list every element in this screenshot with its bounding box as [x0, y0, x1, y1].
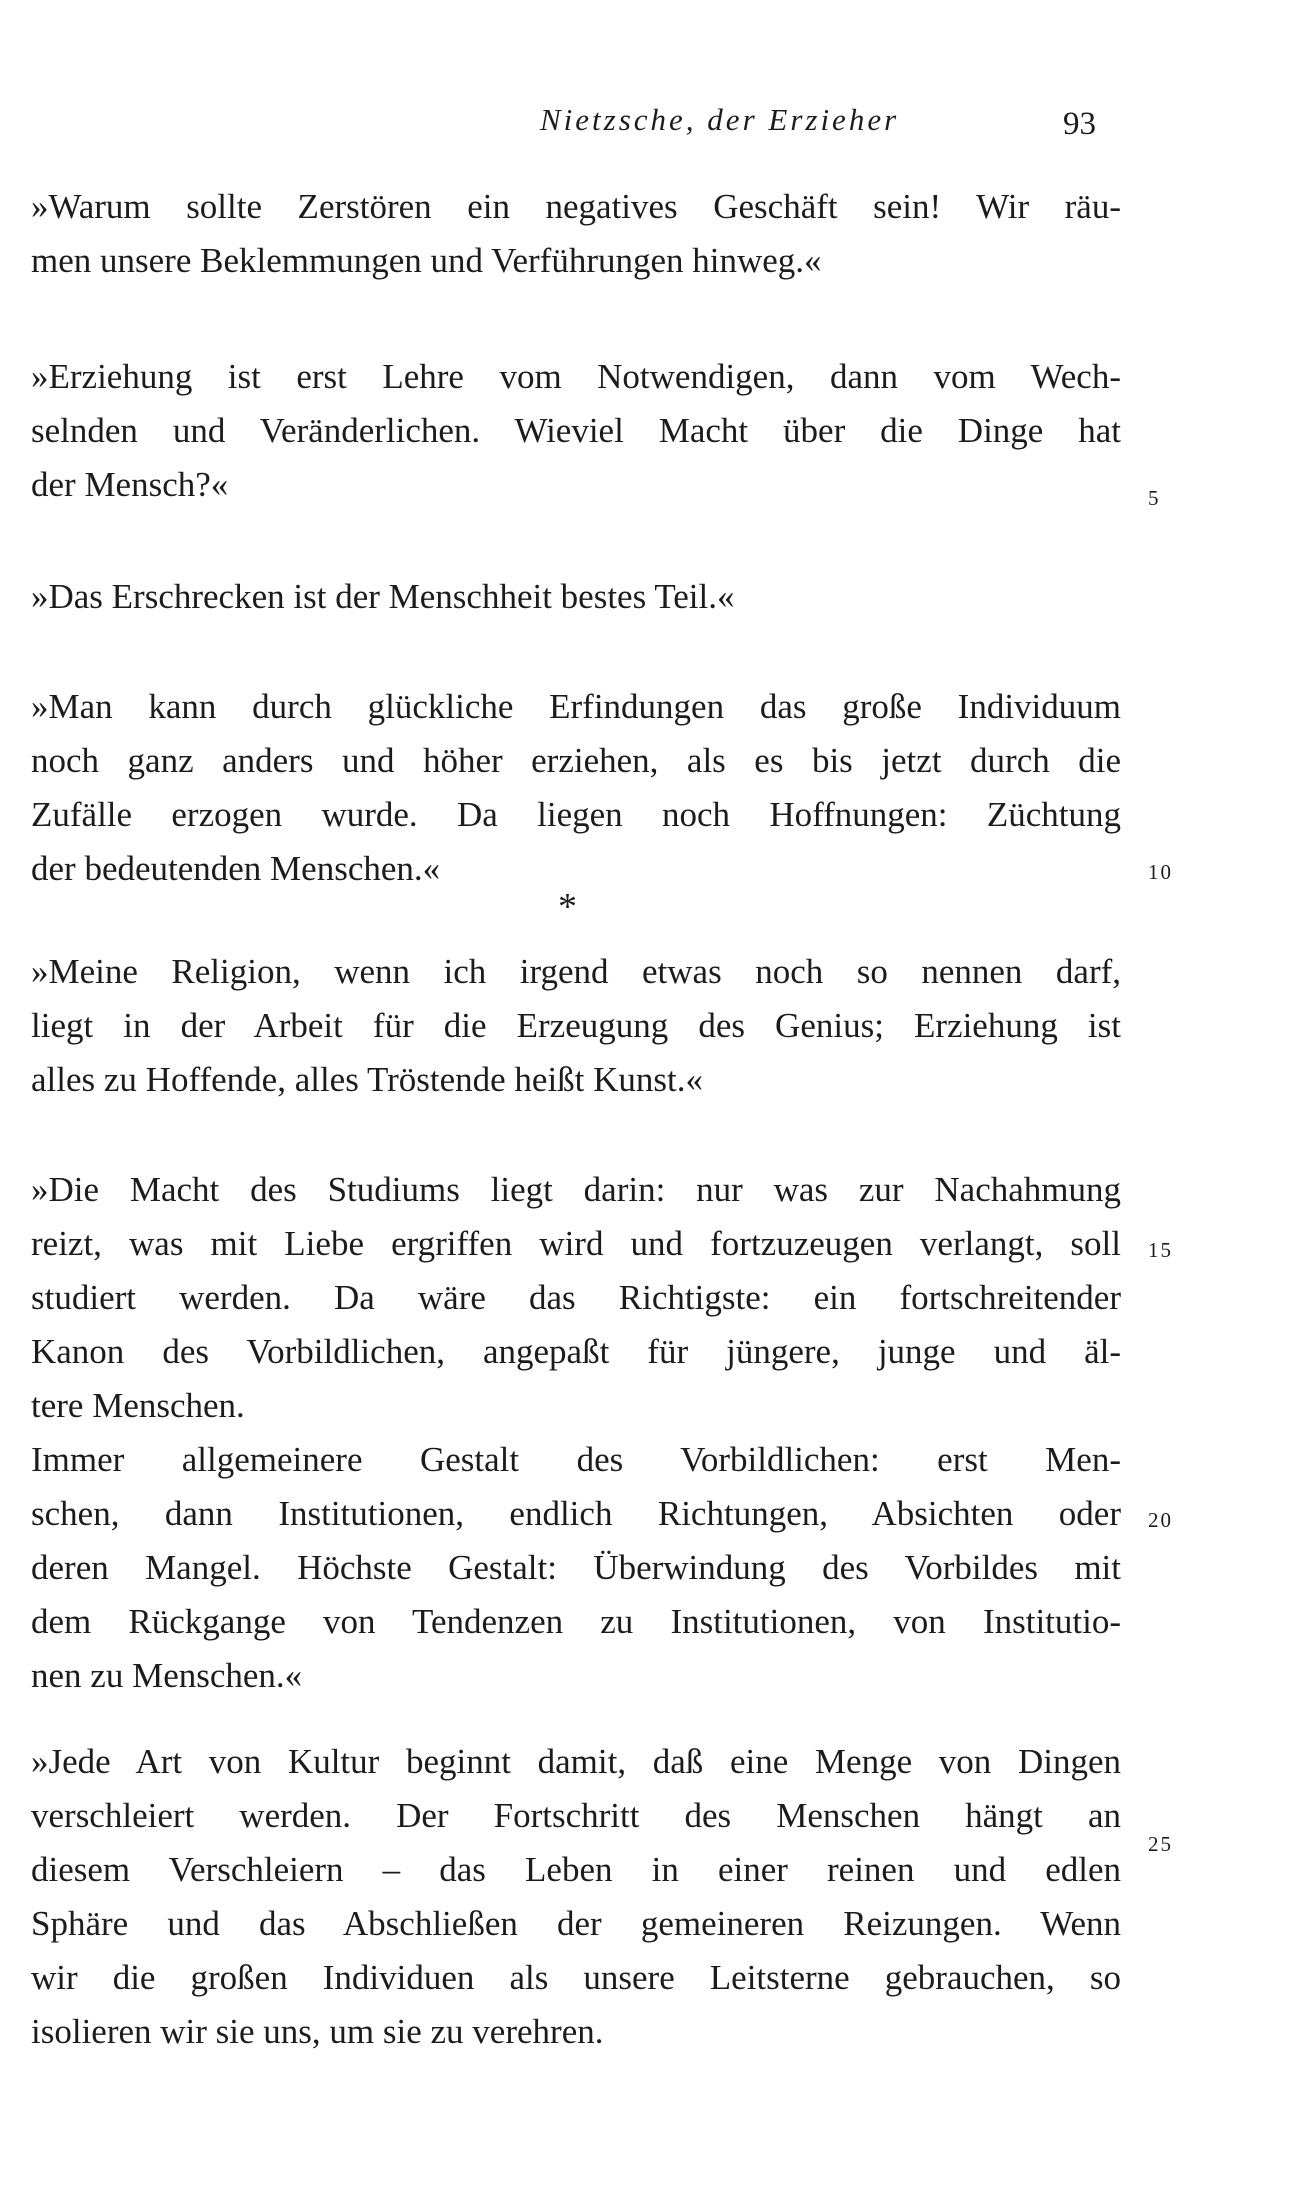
text-line: »Das Erschrecken ist der Menschheit bestes Teil.«	[31, 577, 735, 616]
text-line: »Meine Religion, wenn ich irgend etwas noch so nennen darf,	[31, 952, 1121, 991]
text-line: tere Menschen.	[31, 1386, 245, 1425]
text-line: liegt in der Arbeit für die Erzeugung des Genius; Erziehung ist	[31, 1006, 1121, 1045]
text-line: nen zu Menschen.«	[31, 1656, 303, 1695]
line-number-10: 10	[1148, 860, 1173, 884]
text-line: reizt, was mit Liebe ergriffen wird und fortzuzeugen verlangt, soll	[31, 1224, 1121, 1263]
text-line: Kanon des Vorbildlichen, angepaßt für jüngere, junge und äl-	[31, 1332, 1121, 1371]
text-line: studiert werden. Da wäre das Richtigste: ein fortschreitender	[31, 1278, 1121, 1317]
running-title: Nietzsche, der Erzieher	[540, 102, 900, 137]
text-line: »Man kann durch glückliche Erfindungen das große Individuum	[31, 687, 1121, 726]
text-line: der Mensch?«	[31, 465, 229, 504]
line-number-15: 15	[1148, 1238, 1173, 1262]
text-line: schen, dann Institutionen, endlich Richtungen, Absichten oder	[31, 1494, 1121, 1533]
paragraph-6	[31, 1163, 1121, 1703]
paragraph-7	[31, 1735, 1121, 2059]
text-line: »Die Macht des Studiums liegt darin: nur was zur Nachahmung	[31, 1170, 1121, 1209]
paragraph-3	[31, 570, 1121, 624]
text-line: dem Rückgange von Tendenzen zu Institutionen, von Institutio-	[31, 1602, 1121, 1641]
text-line: Sphäre und das Abschließen der gemeineren Reizungen. Wenn	[31, 1904, 1121, 1943]
text-line: noch ganz anders und höher erziehen, als es bis jetzt durch die	[31, 741, 1121, 780]
text-line: verschleiert werden. Der Fortschritt des Menschen hängt an	[31, 1796, 1121, 1835]
text-line: deren Mangel. Höchste Gestalt: Überwindung des Vorbildes mit	[31, 1548, 1121, 1587]
text-line: isolieren wir sie uns, um sie zu verehren.	[31, 2012, 604, 2051]
text-line: Zufälle erzogen wurde. Da liegen noch Hoffnungen: Züchtung	[31, 795, 1121, 834]
text-line: »Erziehung ist erst Lehre vom Notwendigen, dann vom Wech-	[31, 357, 1121, 396]
page-number: 93	[1063, 106, 1096, 142]
line-number-25: 25	[1148, 1832, 1173, 1856]
section-separator-asterisk: *	[558, 886, 577, 928]
paragraph-5	[31, 945, 1121, 1107]
line-number-20: 20	[1148, 1508, 1173, 1532]
text-line: selnden und Veränderlichen. Wieviel Macht über die Dinge hat	[31, 411, 1121, 450]
text-line: alles zu Hoffende, alles Tröstende heißt Kunst.«	[31, 1060, 704, 1099]
text-line: der bedeutenden Menschen.«	[31, 849, 441, 888]
text-line: diesem Verschleiern – das Leben in einer reinen und edlen	[31, 1850, 1121, 1889]
line-number-5: 5	[1148, 486, 1161, 510]
text-line: Immer allgemeinere Gestalt des Vorbildlichen: erst Men-	[31, 1440, 1121, 1479]
text-line: men unsere Beklemmungen und Verführungen hinweg.«	[31, 241, 822, 280]
text-line: »Warum sollte Zerstören ein negatives Geschäft sein! Wir räu-	[31, 187, 1121, 226]
paragraph-2	[31, 350, 1121, 512]
paragraph-4	[31, 680, 1121, 896]
text-line: wir die großen Individuen als unsere Leitsterne gebrauchen, so	[31, 1958, 1121, 1997]
paragraph-1	[31, 180, 1121, 288]
text-line: »Jede Art von Kultur beginnt damit, daß eine Menge von Dingen	[31, 1742, 1121, 1781]
